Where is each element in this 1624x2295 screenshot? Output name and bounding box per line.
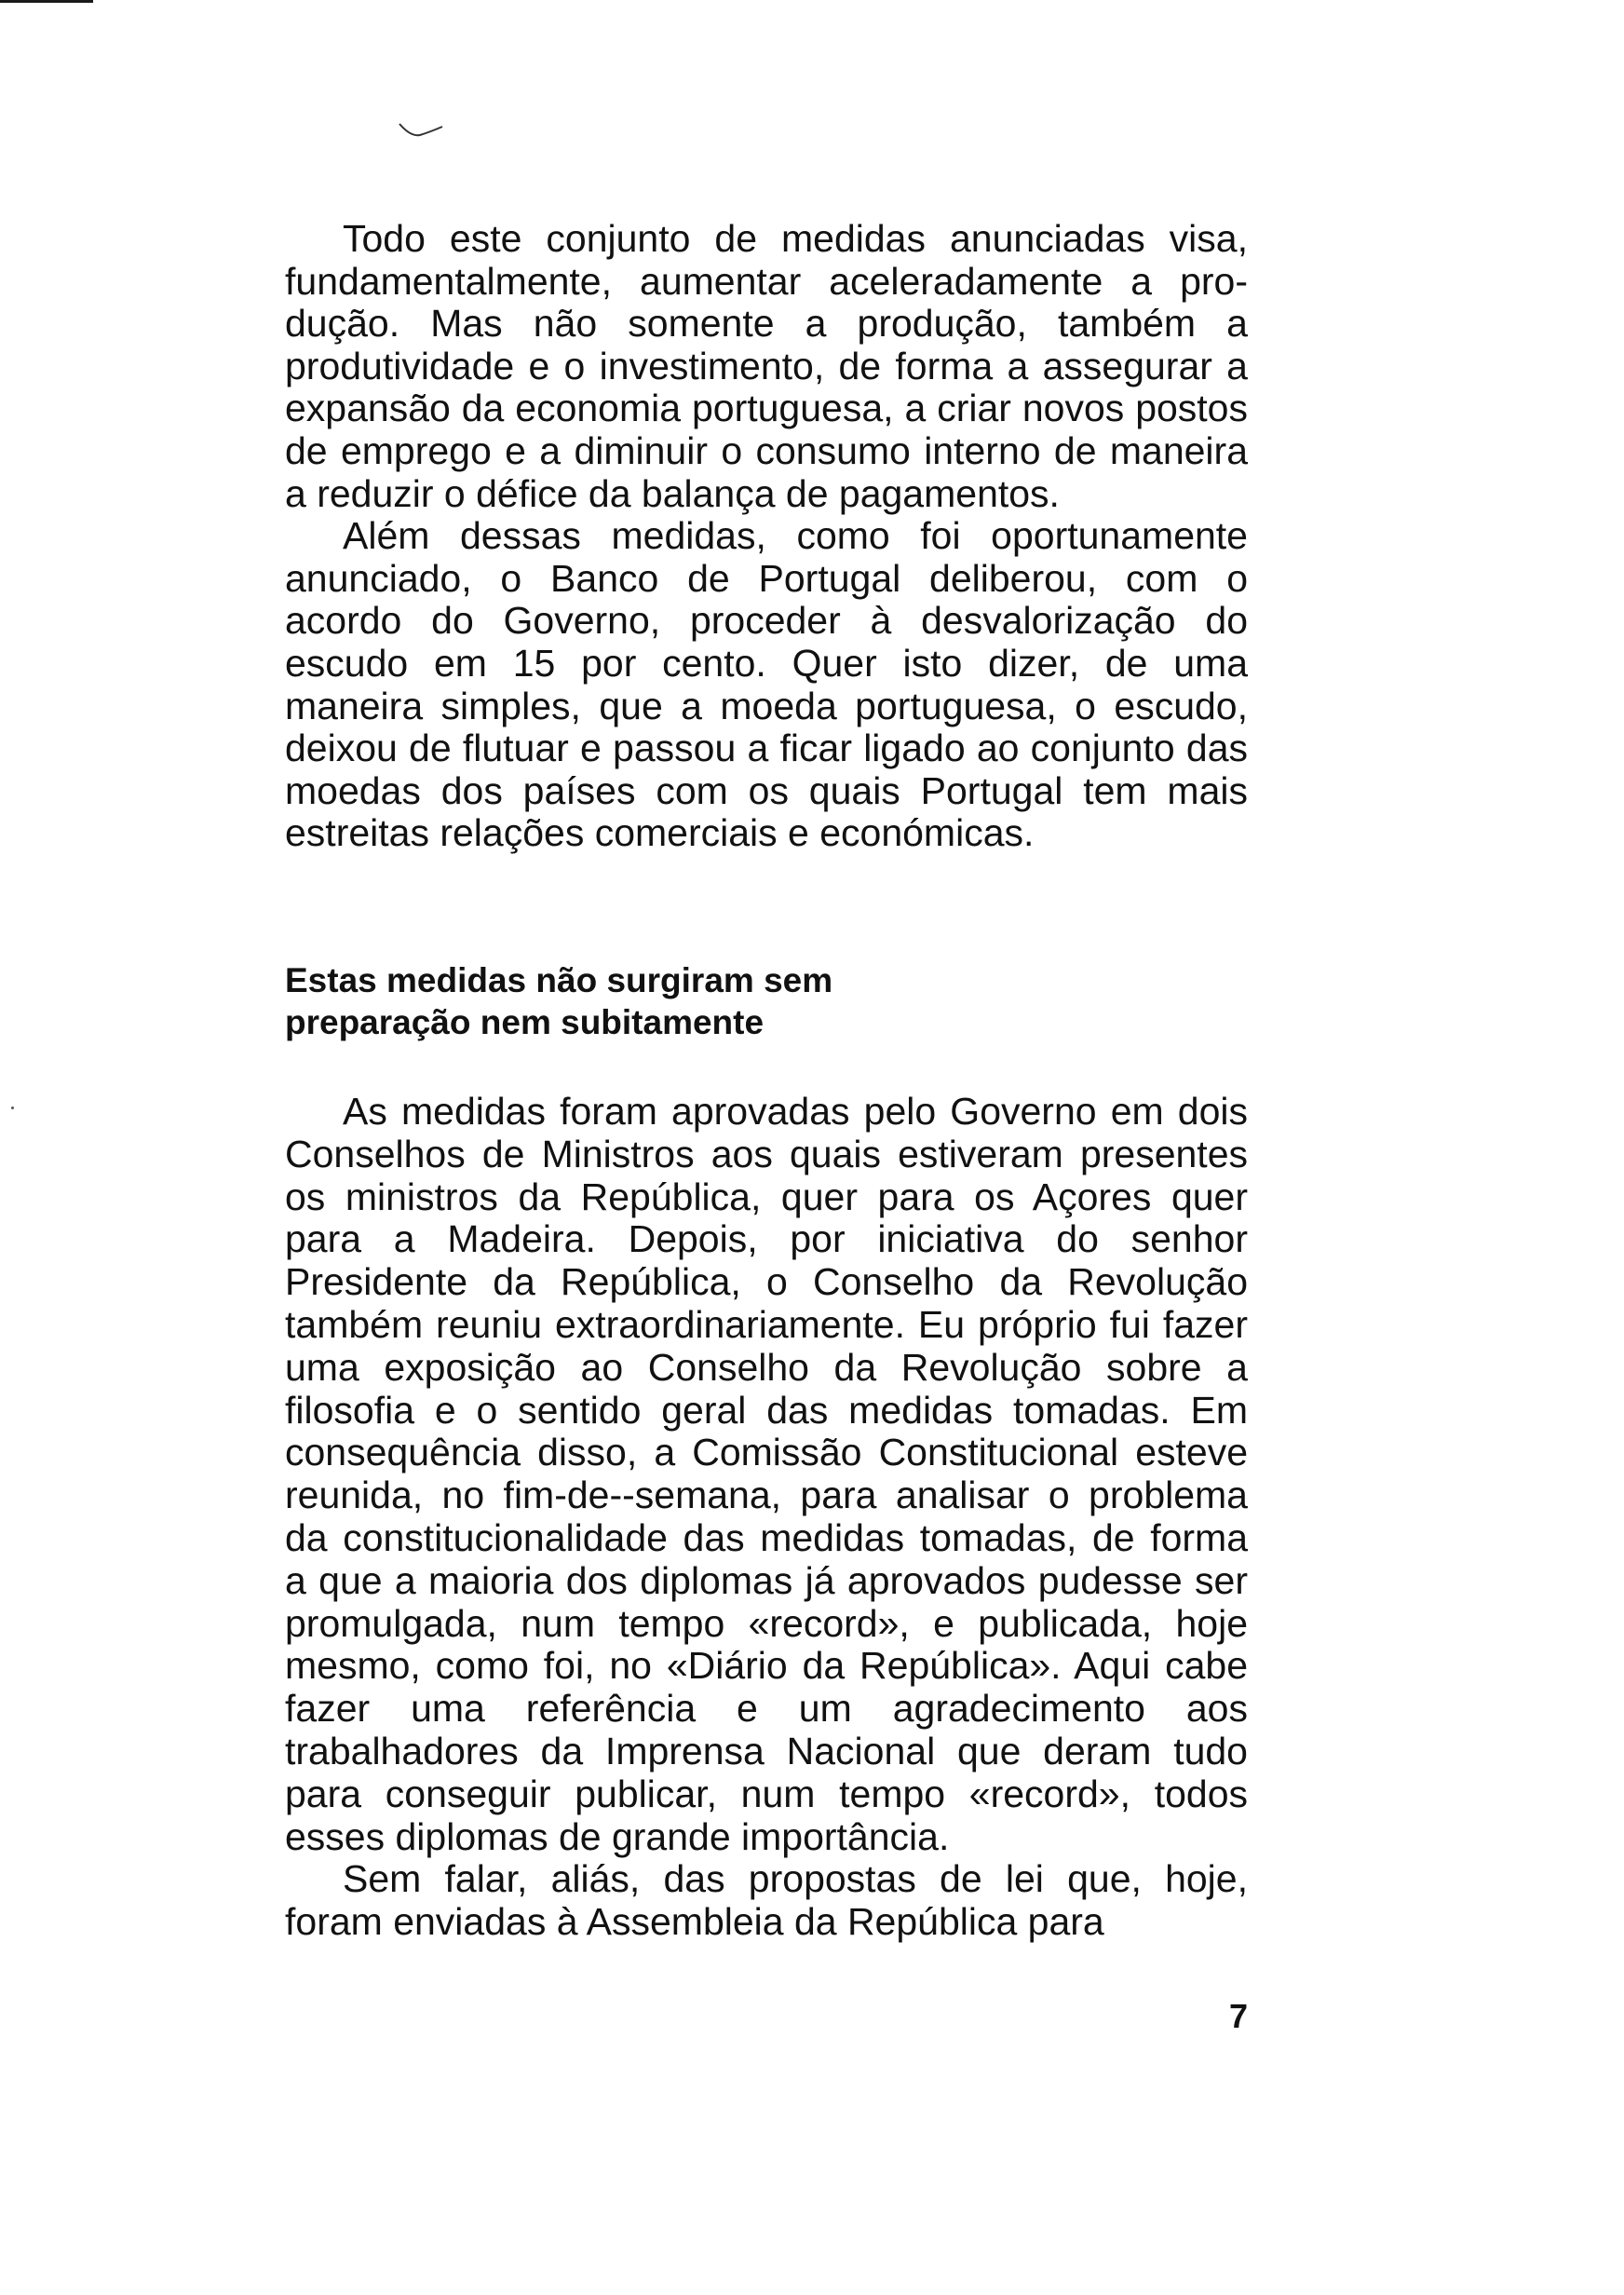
body-text-top: [285, 218, 1248, 855]
section-heading: Estas medidas não surgiram sem preparação nem subitamente: [285, 961, 833, 1041]
page-number: 7: [1228, 1997, 1248, 2035]
paragraph-devaluation: Além dessas medidas, como foi oportunamente anunciado, o Banco de Portugal deliberou, com o acordo do Governo, proceder à desvalorização do escudo em 15 por cento. Quer isto dizer, de uma maneira simples, que a moeda portuguesa, o escudo, deixou de flutuar e passou a ficar ligado ao conjunto das moedas dos países com os quais Portugal tem mais estreitas relações comerciais e económicas.: [285, 514, 1248, 855]
body-text-bottom: [285, 1091, 1248, 1944]
scan-speck: [11, 1107, 14, 1109]
paragraph-law-proposals: Sem falar, aliás, das propostas de lei que, hoje, foram enviadas à Assembleia da República para: [285, 1857, 1248, 1944]
paragraph-approval-process: As medidas foram aprovadas pelo Governo em dois Conselhos de Ministros aos quais estiveram presentes os ministros da República, quer para os Açores quer para a Madeira. Depois, por iniciativa do senhor Presidente da República, o Conselho da Revolução também reuniu extraordinariamente. Eu próprio fui fazer uma exposição ao Conselho da Revolução sobre a filosofia e o sentido geral das medidas tomadas. Em consequência disso, a Comissão Constitucional esteve reunida, no fim-de--semana, para analisar o problema da constitucionalidade das medidas tomadas, de forma a que a maioria dos diplomas já aprovados pudesse ser promulgada, num tempo «record», e publicada, hoje mesmo, como foi, no «Diário da República». Aqui cabe fazer uma referência e um agradecimento aos trabalhadores da Imprensa Nacional que deram tudo para conseguir publicar, num tempo «record», todos esses diplomas de grande importância.: [285, 1090, 1248, 1858]
scan-artifact-mark: [398, 116, 444, 144]
top-left-border-rule: [0, 0, 93, 3]
paragraph-measures-goals: Todo este conjunto de medidas anunciadas visa, fundamentalmente, aumentar aceleradamente a produção. Mas não somente a produção, também a produtividade e o investimento, de forma a assegurar a expansão da economia portuguesa, a criar novos postos de emprego e a diminuir o consumo interno de maneira a reduzir o défice da balança de pagamentos.: [285, 217, 1248, 515]
